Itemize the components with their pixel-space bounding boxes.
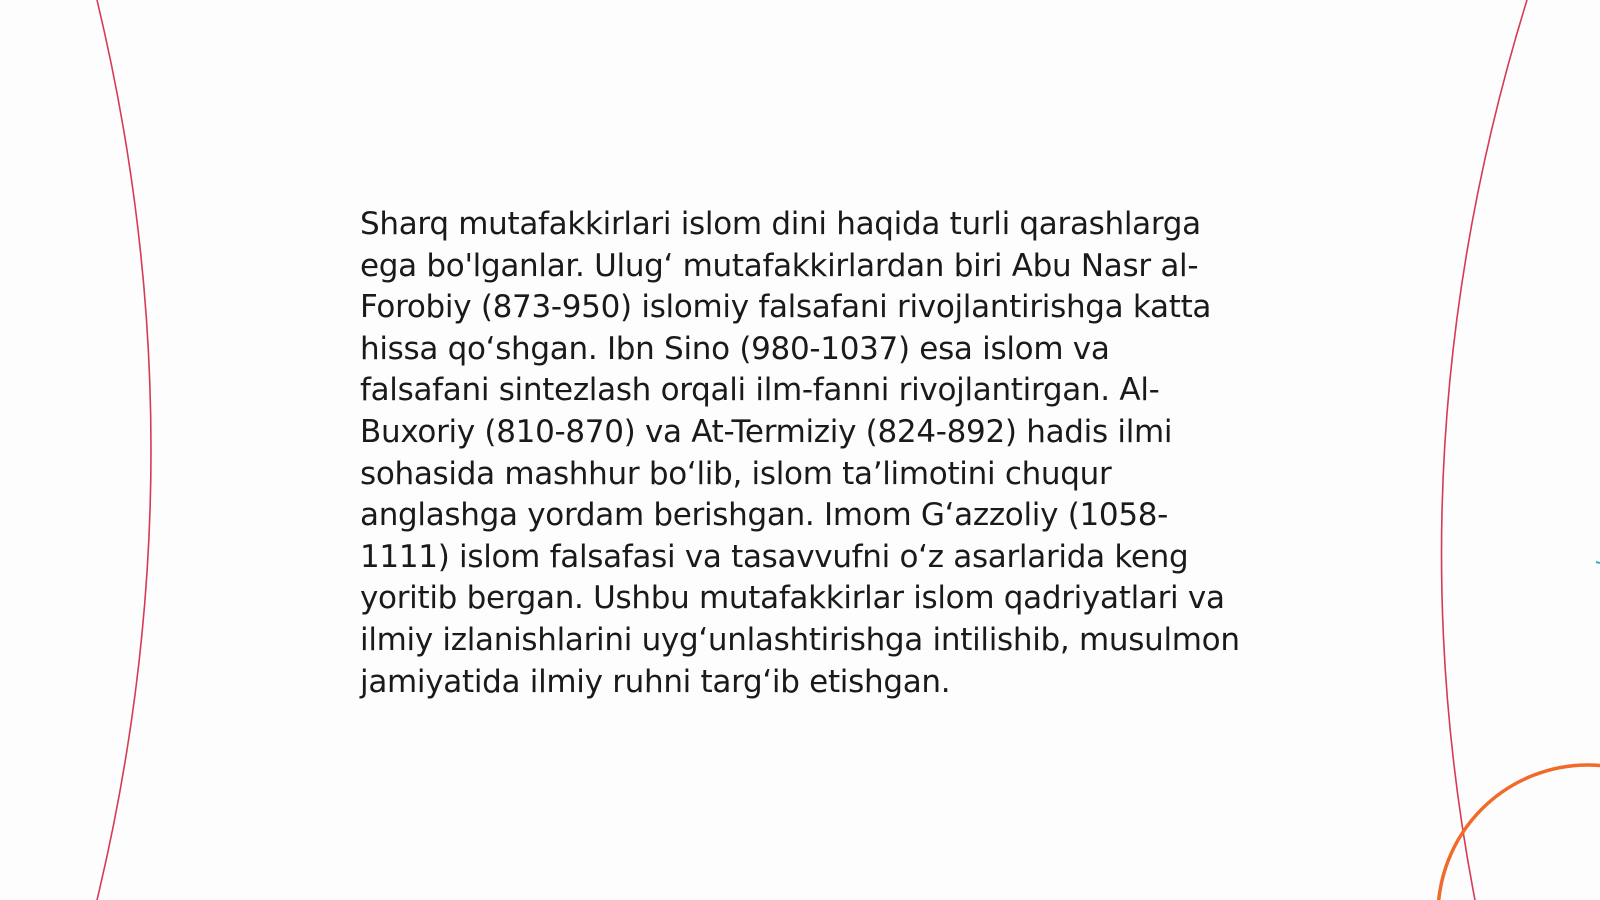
teal-edge-mark: [1596, 562, 1600, 563]
left-curve-line: [97, 0, 151, 900]
body-paragraph: Sharq mutafakkirlari islom dini haqida turli qarashlarga ega bo'lganlar. Ulug‘ mutafakkirlardan biri Abu Nasr al-Forobiy (873-950) islomiy falsafani rivojlantirishga katta hissa qo‘shgan. Ibn Sino (980-1037) esa islom va falsafani sintezlash orqali ilm-fanni rivojlantirgan. Al-Buxoriy (810-870) va At-Termiziy (824-892) hadis ilmi sohasida mashhur bo‘lib, islom ta’limotini chuqur anglashga yordam berishgan. Imom G‘azzoliy (1058-1111) islom falsafasi va tasavvufni o‘z asarlarida keng yoritib bergan. Ushbu mutafakkirlar islom qadriyatlari va ilmiy izlanishlarini uyg‘unlashtirishga intilishib, musulmon jamiyatida ilmiy ruhni targ‘ib etishgan.: [360, 206, 1240, 700]
right-curve-line: [1442, 0, 1527, 900]
orange-circle-outline: [1438, 765, 1600, 900]
